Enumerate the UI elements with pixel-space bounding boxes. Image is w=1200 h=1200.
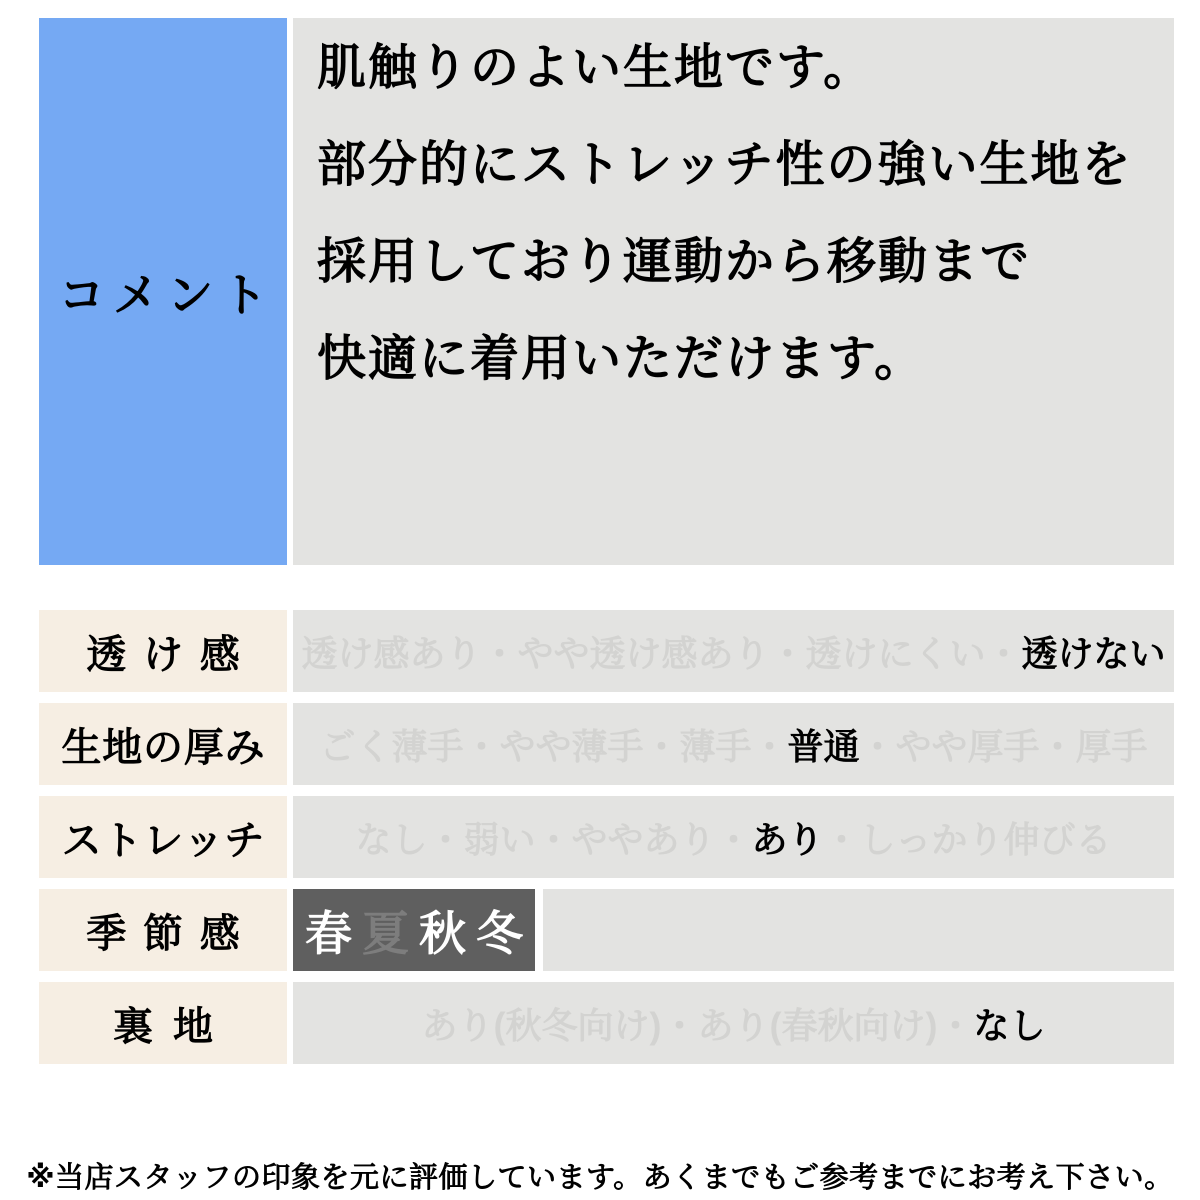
spec-row-season xyxy=(0,889,1200,971)
season-spring: 春 xyxy=(305,906,352,960)
comment-line-1: 肌触りのよい生地です。 xyxy=(317,41,875,95)
comment-text-cell xyxy=(293,18,1174,565)
spec-label-text: ストレッチ xyxy=(61,818,266,863)
options-bar-sheerness xyxy=(293,610,1174,692)
option-selected: なし xyxy=(973,1004,1046,1046)
spec-row-stretch xyxy=(0,796,1200,878)
spec-label-sheerness xyxy=(39,610,287,692)
options-dimmed-before: 透け感あり・やや透け感あり・透けにくい・ xyxy=(301,632,1022,674)
option-selected: 普通 xyxy=(787,725,860,767)
spec-row-sheerness xyxy=(0,610,1200,692)
option-selected: あり xyxy=(751,818,824,860)
spec-label-text: 季節感 xyxy=(86,911,257,956)
spec-label-text: 透け感 xyxy=(86,632,257,677)
spec-label-stretch xyxy=(39,796,287,878)
season-summer: 夏 xyxy=(362,906,409,960)
spec-label-lining xyxy=(39,982,287,1064)
spec-label-season xyxy=(39,889,287,971)
options-bar-thickness xyxy=(293,703,1174,785)
spec-row-thickness xyxy=(0,703,1200,785)
options-dimmed-after: ・やや厚手・厚手 xyxy=(859,725,1148,767)
options-dimmed-before: ごく薄手・やや薄手・薄手・ xyxy=(319,725,788,767)
comment-line-3: 採用しており運動から移動まで xyxy=(317,235,1032,289)
spec-row-lining xyxy=(0,982,1200,1064)
options-dimmed-before: あり(秋冬向け)・あり(春秋向け)・ xyxy=(421,1004,974,1046)
option-selected: 透けない xyxy=(1021,632,1166,674)
spec-label-thickness xyxy=(39,703,287,785)
spec-label-text: 裏地 xyxy=(113,1004,233,1049)
comment-line-2: 部分的にストレッチ性の強い生地を xyxy=(317,138,1133,192)
staff-evaluation-footnote: ※当店スタッフの印象を元に評価しています。あくまでもご参考までにお考え下さい。 xyxy=(26,1161,1174,1194)
options-bar-lining xyxy=(293,982,1174,1064)
spec-label-text: 生地の厚み xyxy=(61,725,266,770)
season-indicator-box xyxy=(293,889,535,971)
season-winter: 冬 xyxy=(476,906,523,960)
options-bar-stretch xyxy=(293,796,1174,878)
options-dimmed-after: ・しっかり伸びる xyxy=(823,818,1112,860)
options-bar-season-empty xyxy=(543,889,1174,971)
comment-header-cell xyxy=(39,18,287,565)
comment-header-label: コメント xyxy=(58,268,276,321)
season-autumn: 秋 xyxy=(419,906,466,960)
options-dimmed-before: なし・弱い・ややあり・ xyxy=(355,818,752,860)
comment-line-4: 快適に着用いただけます。 xyxy=(317,332,926,386)
